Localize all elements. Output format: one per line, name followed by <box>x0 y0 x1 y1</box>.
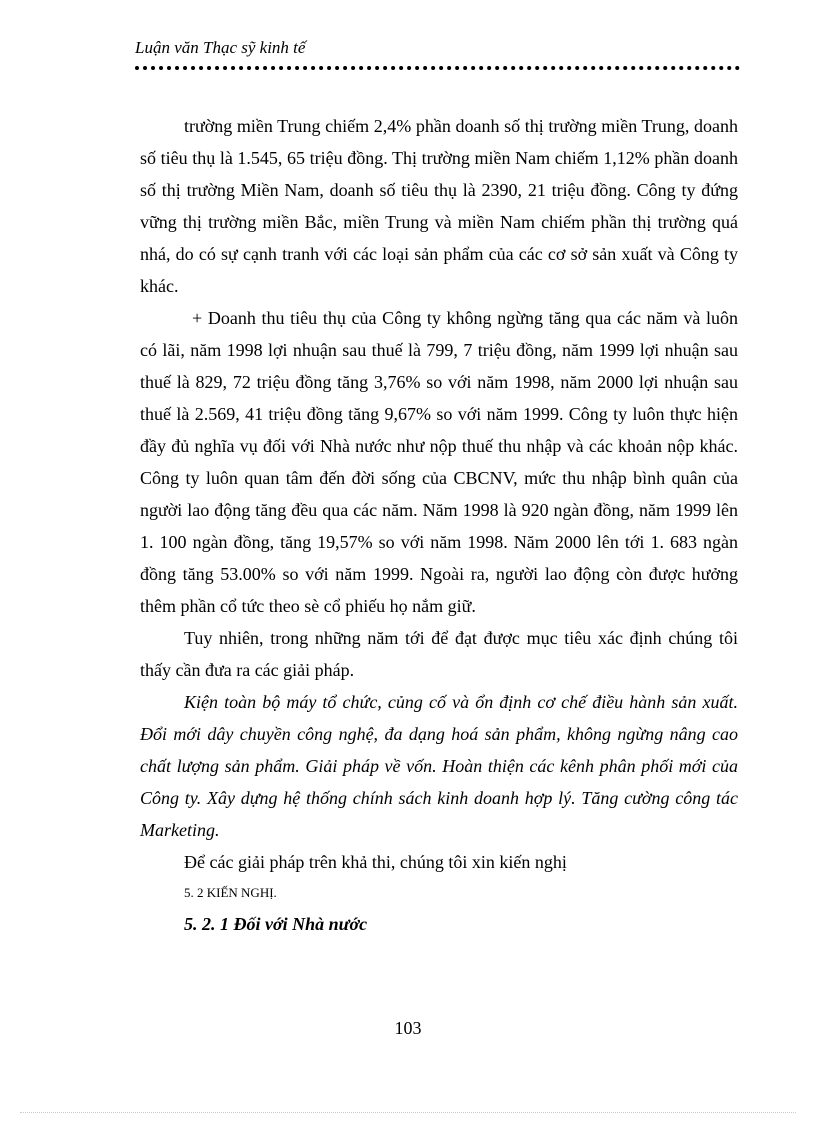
paragraph-recommendation-intro: Để các giải pháp trên khả thi, chúng tôi xin kiến nghị <box>184 852 567 872</box>
section-heading: 5. 2 KIẾN NGHỊ. <box>184 885 277 900</box>
subsection-heading: 5. 2. 1 Đối với Nhà nước <box>184 914 368 934</box>
paragraph-solutions-intro: Tuy nhiên, trong những năm tới để đạt được mục tiêu xác định chúng tôi thấy cần đưa ra các giải pháp. <box>140 628 738 680</box>
page-number: 103 <box>394 1018 422 1038</box>
header-dotted-rule <box>135 66 740 70</box>
running-header: Luận văn Thạc sỹ kinh tế <box>135 38 306 57</box>
paragraph-revenue: + Doanh thu tiêu thụ của Công ty không ngừng tăng qua các năm và luôn có lãi, năm 1998 lợi nhuận sau thuế là 799, 7 triệu đồng, năm 1999 lợi nhuận sau thuế là 829, 72 triệu đồng tăng 3,76% so với năm 1998, năm 2000 lợi nhuận sau thuế là 2.569, 41 triệu đồng tăng 9,67% so với năm 1999. Công ty luôn thực hiện đầy đủ nghĩa vụ đối với Nhà nước như nộp thuế thu nhập và các khoản nộp khác. Công ty luôn quan tâm đến đời sống của CBCNV, mức thu nhập bình quân của người lao động tăng đều qua các năm. Năm 1998 là 920 ngàn đồng, năm 1999 lên 1. 100 ngàn đồng, tăng 19,57% so với năm 1998. Năm 2000 lên tới 1. 683 ngàn đồng tăng 53.00% so với năm 1999. Ngoài ra, người lao động còn được hưởng thêm phần cổ tức theo sè cổ phiếu họ nắm giữ. <box>140 308 738 616</box>
body-text <box>140 110 738 940</box>
footer-dotted-rule <box>20 1112 796 1113</box>
paragraph-market-share: trường miền Trung chiếm 2,4% phần doanh số thị trường miền Trung, doanh số tiêu thụ là 1.545, 65 triệu đồng. Thị trường miền Nam chiếm 1,12% phần doanh số thị trường Miền Nam, doanh số tiêu thụ là 2390, 21 triệu đồng. Công ty đứng vững thị trường miền Bắc, miền Trung và miền Nam chiếm phần thị trường quá nhá, do có sự cạnh tranh với các loại sản phẩm của các cơ sở sản xuất và Công ty khác. <box>140 116 738 296</box>
paragraph-solutions-list: Kiện toàn bộ máy tổ chức, củng cố và ổn định cơ chế điều hành sản xuất. Đổi mới dây chuyền công nghệ, đa dạng hoá sản phẩm, không ngừng nâng cao chất lượng sản phẩm. Giải pháp về vốn. Hoàn thiện các kênh phân phối mới của Công ty. Xây dựng hệ thống chính sách kinh doanh hợp lý. Tăng cường công tác Marketing. <box>140 692 738 840</box>
